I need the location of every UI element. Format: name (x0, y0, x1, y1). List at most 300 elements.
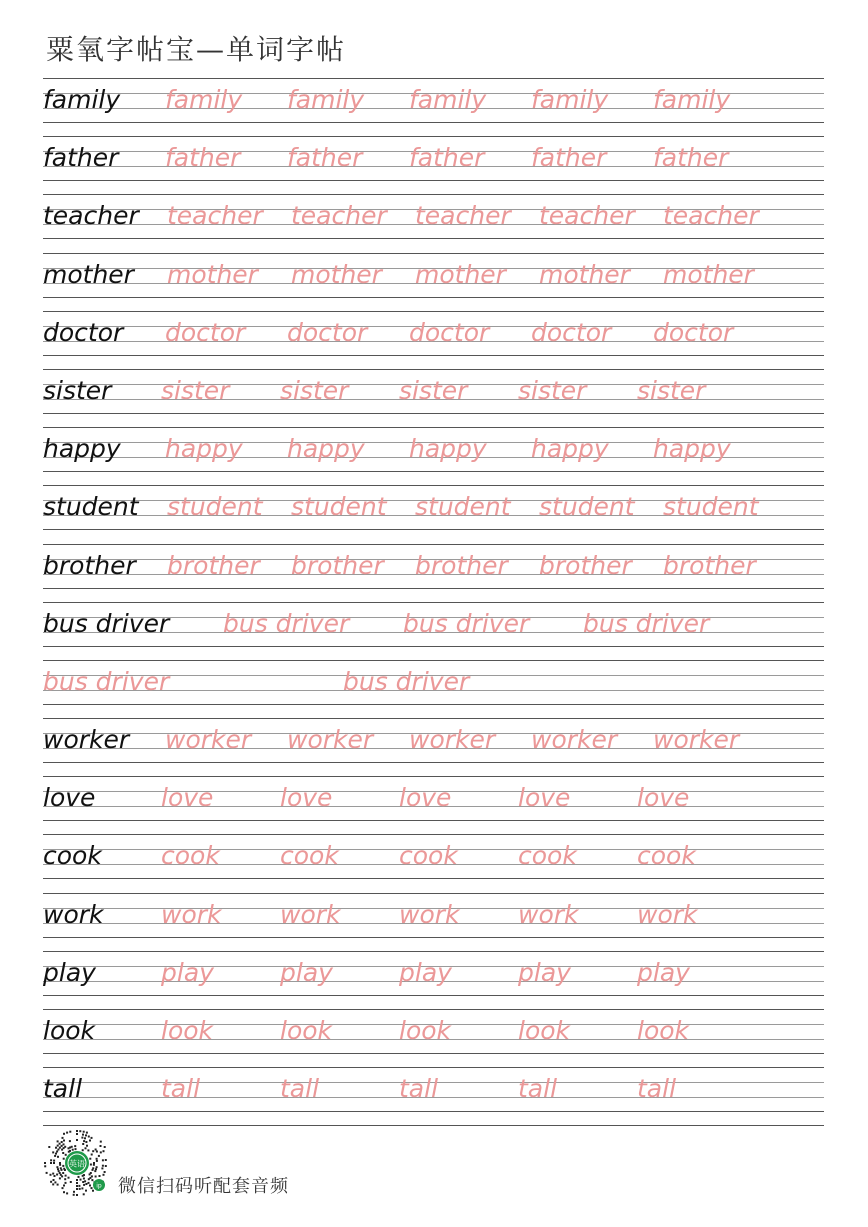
qr-dot (84, 1137, 86, 1139)
practice-row (43, 544, 824, 602)
qr-dot (44, 1162, 46, 1164)
qr-dot (59, 1162, 61, 1164)
qr-dot (59, 1147, 61, 1149)
trace-word: tall (161, 1074, 201, 1104)
qr-dot (63, 1143, 65, 1145)
qr-dot (57, 1140, 59, 1142)
trace-word: doctor (165, 317, 246, 347)
qr-dot (85, 1141, 87, 1143)
model-word: happy (43, 434, 121, 464)
trace-word: play (280, 957, 333, 987)
practice-row (43, 78, 824, 136)
qr-dot (88, 1182, 90, 1184)
qr-dot (78, 1176, 80, 1178)
qr-dot (96, 1158, 98, 1160)
qr-dot (81, 1187, 83, 1189)
qr-dot (87, 1149, 89, 1151)
guide-line (43, 427, 824, 428)
practice-row (43, 311, 824, 369)
qr-dot (78, 1185, 80, 1187)
trace-word: cook (637, 841, 696, 871)
guide-line (43, 588, 824, 589)
practice-row (43, 602, 824, 660)
qr-dot (53, 1160, 55, 1162)
qr-dot (54, 1175, 56, 1177)
model-word: love (43, 783, 96, 813)
qr-dot (83, 1140, 85, 1142)
qr-dot (70, 1181, 72, 1183)
trace-word: doctor (653, 317, 734, 347)
model-word: play (43, 957, 96, 987)
trace-word: love (518, 783, 571, 813)
qr-dot (91, 1137, 93, 1139)
guide-line (43, 937, 824, 938)
qr-dot (76, 1194, 78, 1196)
qr-dot (62, 1165, 64, 1167)
trace-word: teacher (167, 201, 263, 231)
qr-dot (102, 1159, 104, 1161)
qr-dot (95, 1149, 97, 1151)
qr-dot (57, 1149, 59, 1151)
qr-dot (63, 1133, 65, 1135)
qr-dot (64, 1146, 66, 1148)
trace-word: sister (161, 375, 230, 405)
qr-dot (63, 1168, 65, 1170)
qr-dot (83, 1193, 85, 1195)
qr-dot (44, 1165, 46, 1167)
qr-dot (53, 1179, 55, 1181)
qr-dot (61, 1145, 63, 1147)
trace-word: brother (663, 550, 756, 580)
trace-word: play (637, 957, 690, 987)
guide-line (43, 180, 824, 181)
guide-line (43, 1111, 824, 1112)
trace-word: family (165, 85, 243, 114)
trace-word: mother (415, 259, 506, 289)
guide-line (43, 893, 824, 894)
qr-dot (50, 1162, 52, 1164)
trace-word: sister (280, 375, 349, 405)
trace-word: look (161, 1016, 214, 1045)
qr-dot (52, 1173, 54, 1175)
qr-dot (74, 1145, 76, 1147)
qr-dot (85, 1147, 87, 1149)
qr-dot (63, 1158, 65, 1160)
qr-dot (76, 1139, 78, 1141)
qr-dot (50, 1181, 52, 1183)
model-word: doctor (43, 317, 124, 347)
guide-line (43, 660, 824, 661)
qr-dot (50, 1159, 52, 1161)
qr-dot (104, 1171, 106, 1173)
trace-word: mother (539, 259, 630, 289)
trace-word: worker (653, 725, 740, 755)
trace-word: bus driver (343, 666, 470, 696)
practice-row (43, 253, 824, 311)
trace-word: doctor (409, 317, 490, 347)
qr-dot (76, 1133, 78, 1135)
qr-dot (57, 1145, 59, 1147)
guide-line (43, 369, 824, 370)
qr-dot (84, 1180, 86, 1182)
practice-row (43, 834, 824, 892)
qr-dot (93, 1164, 95, 1166)
trace-word: family (409, 85, 487, 114)
qr-dot (73, 1194, 75, 1196)
practice-row (43, 427, 824, 485)
trace-word: happy (165, 434, 243, 464)
trace-word: tall (637, 1074, 677, 1104)
qr-dot (79, 1188, 81, 1190)
model-word: look (43, 1016, 96, 1045)
qr-dot (82, 1175, 84, 1177)
trace-word: play (161, 957, 214, 987)
trace-word: look (637, 1016, 690, 1045)
model-word: mother (43, 259, 134, 289)
trace-word: happy (653, 434, 731, 464)
trace-word: doctor (287, 317, 368, 347)
qr-dot (68, 1177, 70, 1179)
qr-dot (58, 1170, 60, 1172)
qr-dot (94, 1170, 96, 1172)
trace-word: teacher (539, 201, 635, 231)
model-word: brother (43, 550, 136, 580)
qr-dot (69, 1140, 71, 1142)
trace-word: happy (409, 434, 487, 464)
qr-dot (53, 1162, 55, 1164)
qr-dot (63, 1191, 65, 1193)
guide-line (43, 820, 824, 821)
guide-line (43, 995, 824, 996)
trace-word: work (399, 899, 460, 929)
practice-row (43, 1009, 824, 1067)
qr-dot (57, 1156, 59, 1158)
trace-word: teacher (415, 201, 511, 231)
qr-dot (50, 1174, 52, 1176)
trace-word: mother (291, 259, 382, 289)
model-word: sister (43, 375, 112, 405)
trace-word: teacher (663, 201, 759, 231)
trace-word: play (518, 957, 571, 987)
qr-dot (54, 1155, 56, 1157)
guide-line (43, 297, 824, 298)
trace-word: family (531, 85, 609, 114)
practice-row (43, 893, 824, 951)
qr-dot (73, 1191, 75, 1193)
trace-word: love (637, 783, 690, 813)
trace-word: brother (291, 550, 384, 580)
qr-dot (65, 1182, 67, 1184)
guide-line (43, 413, 824, 414)
guide-line (43, 529, 824, 530)
trace-word: tall (280, 1074, 320, 1104)
qr-dot (54, 1181, 56, 1183)
qr-dot (86, 1132, 88, 1134)
trace-word: family (653, 85, 731, 114)
trace-word: love (399, 783, 452, 813)
qr-dot (76, 1188, 78, 1190)
qr-dot (56, 1174, 58, 1176)
qr-dot (60, 1174, 62, 1176)
trace-word: student (415, 492, 511, 522)
guide-line (43, 1067, 824, 1068)
trace-word: teacher (291, 201, 387, 231)
trace-word: father (531, 143, 607, 173)
guide-line (43, 253, 824, 254)
trace-word: student (167, 492, 263, 522)
trace-word: student (291, 492, 387, 522)
qr-dot (105, 1165, 107, 1167)
qr-dot (63, 1140, 65, 1142)
guide-line (43, 238, 824, 239)
trace-word: work (518, 899, 579, 929)
qr-dot (69, 1150, 71, 1152)
model-word: teacher (43, 201, 139, 231)
qr-dot (59, 1172, 61, 1174)
qr-dot (57, 1184, 59, 1186)
trace-word: look (518, 1016, 571, 1045)
guide-line (43, 762, 824, 763)
qr-dot (46, 1172, 48, 1174)
footer-caption: 微信扫码听配套音频 (118, 1176, 289, 1197)
model-word: bus driver (43, 608, 170, 638)
qr-dot (96, 1166, 98, 1168)
qr-dot (98, 1155, 100, 1157)
trace-word: father (165, 143, 241, 173)
qr-dot (65, 1154, 67, 1156)
qr-dot (90, 1164, 92, 1166)
qr-dot (83, 1131, 85, 1133)
qr-dot (76, 1182, 78, 1184)
qr-dot (52, 1183, 54, 1185)
model-word: worker (43, 725, 130, 755)
qr-dot (71, 1146, 73, 1148)
guide-line (43, 951, 824, 952)
page-title: 粟氧字帖宝—单词字帖 (46, 33, 347, 66)
qr-dot (99, 1175, 101, 1177)
trace-word: worker (287, 725, 374, 755)
qr-dot (62, 1172, 64, 1174)
trace-word: cook (399, 841, 458, 871)
trace-word: love (280, 783, 333, 813)
qr-dot (93, 1162, 95, 1164)
qr-dot (100, 1151, 102, 1153)
qr-dot (82, 1149, 84, 1151)
practice-row (43, 485, 824, 543)
guide-line (43, 485, 824, 486)
trace-word: doctor (531, 317, 612, 347)
guide-line (43, 834, 824, 835)
qr-dot (62, 1152, 64, 1154)
practice-rows (43, 78, 824, 1126)
trace-word: student (663, 492, 759, 522)
trace-word: happy (287, 434, 365, 464)
qr-dot (82, 1181, 84, 1183)
trace-word: brother (167, 550, 260, 580)
qr-dot (92, 1169, 94, 1171)
trace-word: father (409, 143, 485, 173)
qr-dot (89, 1140, 91, 1142)
trace-word: sister (399, 375, 468, 405)
qr-dot (105, 1159, 107, 1161)
qr-dot (96, 1151, 98, 1153)
trace-word: mother (167, 259, 258, 289)
qr-dot (91, 1154, 93, 1156)
practice-row (43, 718, 824, 776)
qr-dot (101, 1167, 103, 1169)
qr-dot (76, 1130, 78, 1132)
qr-sub-badge-label: ip (96, 1182, 102, 1190)
trace-word: worker (165, 725, 252, 755)
qr-dot (95, 1176, 97, 1178)
practice-row (43, 951, 824, 1009)
guide-line (43, 718, 824, 719)
model-word: family (43, 85, 121, 114)
qr-dot (83, 1184, 85, 1186)
trace-word: brother (415, 550, 508, 580)
guide-line (43, 78, 824, 79)
trace-word: bus driver (583, 608, 710, 638)
trace-word: father (287, 143, 363, 173)
trace-word: mother (663, 259, 754, 289)
model-word: father (43, 143, 119, 173)
trace-word: bus driver (43, 666, 170, 696)
trace-word: work (280, 899, 341, 929)
qr-dot (69, 1131, 71, 1133)
practice-row (43, 136, 824, 194)
guide-line (43, 1053, 824, 1054)
qr-dot (56, 1166, 58, 1168)
trace-word: sister (518, 375, 587, 405)
trace-word: family (287, 85, 365, 114)
guide-line (43, 1125, 824, 1126)
trace-word: sister (637, 375, 706, 405)
qr-dot (76, 1179, 78, 1181)
qr-dot (86, 1145, 88, 1147)
trace-word: father (653, 143, 729, 173)
qr-dot (57, 1168, 59, 1170)
guide-line (43, 311, 824, 312)
trace-word: cook (518, 841, 577, 871)
trace-word: love (161, 783, 214, 813)
qr-dot (75, 1148, 77, 1150)
guide-line (43, 471, 824, 472)
qr-dot (103, 1150, 105, 1152)
trace-word: work (161, 899, 222, 929)
qr-dot (59, 1143, 61, 1145)
qr-dot (95, 1168, 97, 1170)
trace-word: student (539, 492, 635, 522)
qr-dot (96, 1160, 98, 1162)
qr-dot (82, 1134, 84, 1136)
qr-dot (66, 1192, 68, 1194)
trace-word: look (399, 1016, 452, 1045)
practice-row (43, 1067, 824, 1125)
qr-dot (59, 1177, 61, 1179)
qr-dot (104, 1146, 106, 1148)
qr-dot (63, 1185, 65, 1187)
qr-dot (102, 1165, 104, 1167)
guide-line (43, 136, 824, 137)
qr-dot (85, 1190, 87, 1192)
qr-dot (100, 1141, 102, 1143)
qr-dot (62, 1137, 64, 1139)
guide-line (43, 544, 824, 545)
practice-row (43, 776, 824, 834)
guide-line (43, 122, 824, 123)
guide-line (43, 704, 824, 705)
trace-word: tall (518, 1074, 558, 1104)
qr-badge-label: 英语 (69, 1159, 85, 1169)
guide-line (43, 878, 824, 879)
qr-dot (83, 1178, 85, 1180)
guide-line (43, 194, 824, 195)
guide-line (43, 1009, 824, 1010)
qr-dot (62, 1187, 64, 1189)
trace-word: work (637, 899, 698, 929)
qr-dot (80, 1179, 82, 1181)
model-word: cook (43, 841, 102, 871)
qr-dot (82, 1143, 84, 1145)
guide-line (43, 355, 824, 356)
practice-row (43, 369, 824, 427)
qr-dot (66, 1132, 68, 1134)
qr-dot (91, 1187, 93, 1189)
qr-dot (55, 1147, 57, 1149)
qr-dot (59, 1164, 61, 1166)
qr-dot (89, 1173, 91, 1175)
qr-dot (81, 1137, 83, 1139)
qr-dot (103, 1174, 105, 1176)
guide-line (43, 646, 824, 647)
model-word: student (43, 492, 139, 522)
trace-word: bus driver (223, 608, 350, 638)
trace-word: brother (539, 550, 632, 580)
qr-dot (56, 1151, 58, 1153)
qr-dot (76, 1185, 78, 1187)
trace-word: worker (531, 725, 618, 755)
qr-code-icon (42, 1128, 112, 1198)
qr-dot (48, 1146, 50, 1148)
trace-word: worker (409, 725, 496, 755)
qr-dot (88, 1136, 90, 1138)
trace-word: look (280, 1016, 333, 1045)
qr-dot (85, 1183, 87, 1185)
qr-dot (89, 1185, 91, 1187)
qr-dot (65, 1175, 67, 1177)
trace-word: play (399, 957, 452, 987)
trace-word: cook (161, 841, 220, 871)
trace-word: tall (399, 1074, 439, 1104)
qr-dot (100, 1145, 102, 1147)
qr-dot (92, 1150, 94, 1152)
qr-dot (61, 1141, 63, 1143)
qr-dot (72, 1149, 74, 1151)
qr-dot (89, 1158, 91, 1160)
model-word: tall (43, 1074, 83, 1104)
qr-dot (85, 1134, 87, 1136)
guide-line (43, 776, 824, 777)
practice-row (43, 194, 824, 252)
qr-dot (92, 1190, 94, 1192)
qr-dot (79, 1130, 81, 1132)
qr-dot (60, 1167, 62, 1169)
qr-dot (52, 1151, 54, 1153)
practice-row (43, 660, 824, 718)
trace-word: cook (280, 841, 339, 871)
qr-dot (91, 1179, 93, 1181)
trace-word: bus driver (403, 608, 530, 638)
